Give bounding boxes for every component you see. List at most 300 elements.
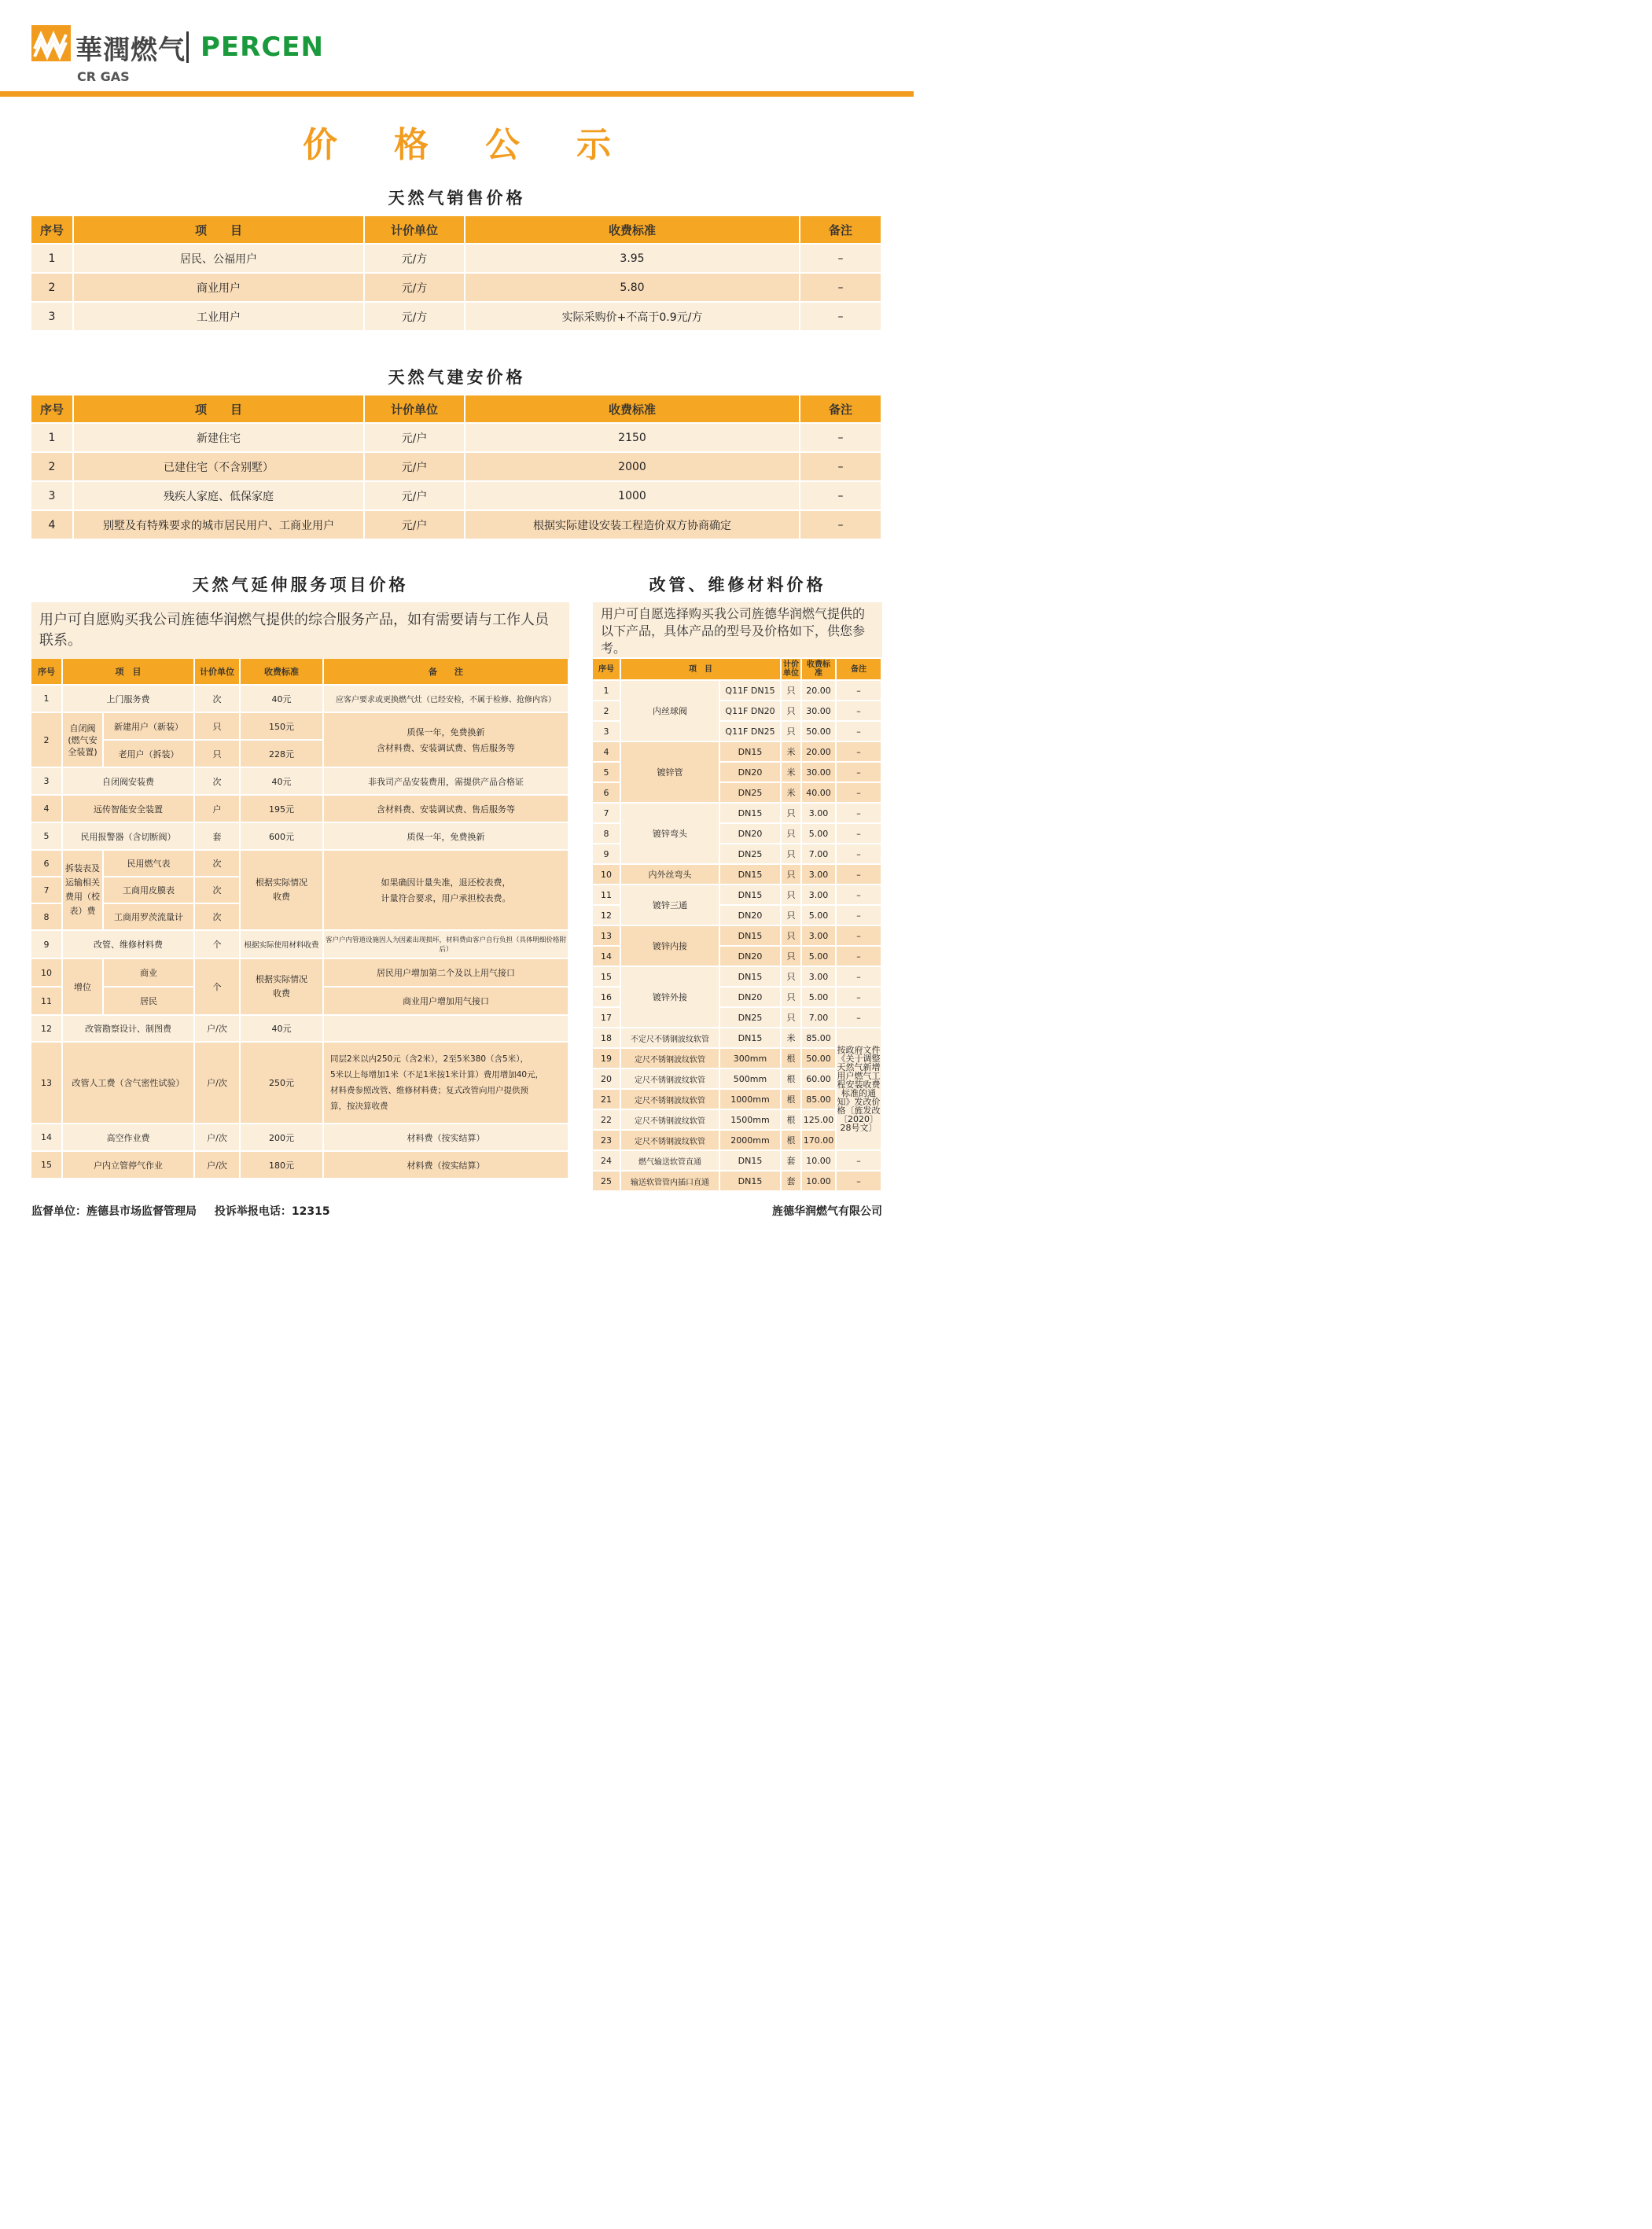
cell: 居民 (104, 988, 195, 1016)
cell: 户 (195, 796, 241, 823)
col-header: 收费标准 (465, 216, 800, 245)
cell: 2150 (465, 424, 800, 453)
cell: 4 (31, 511, 74, 540)
cell: 客户户内管道设施因人为因素出现损坏，材料费由客户自行负担（具体明细价格附后） (324, 931, 569, 959)
materials-header-row (593, 659, 882, 681)
cell: Q11F DN20 (720, 701, 782, 722)
cell: 40元 (241, 686, 324, 713)
footer-info (31, 1203, 344, 1219)
cell: DN15 (720, 1172, 782, 1192)
cell: 40元 (241, 1016, 324, 1043)
cell: 50.00 (802, 722, 837, 742)
cell: 195元 (241, 796, 324, 823)
cell: – (837, 947, 882, 967)
cell: 套 (782, 1151, 802, 1172)
table-row (31, 931, 569, 959)
cell: – (837, 926, 882, 947)
cell: 14 (31, 1124, 63, 1152)
cell: 根 (782, 1110, 802, 1131)
cell: 60.00 (802, 1069, 837, 1090)
cell: 5.80 (465, 274, 800, 303)
table-row (593, 865, 882, 885)
cell: 含材料费、安装调试费、售后服务等 (324, 796, 569, 823)
cell: – (800, 245, 882, 274)
cell: 老用户（拆装） (104, 741, 195, 768)
cell: 定尺不锈钢波纹软管 (621, 1131, 720, 1151)
cell: 500mm (720, 1069, 782, 1090)
cell: 燃气输送软管直通 (621, 1151, 720, 1172)
sales-header-row (31, 216, 882, 245)
table-row (593, 967, 882, 988)
table-row (31, 511, 882, 540)
cell: 户/次 (195, 1124, 241, 1152)
cell: 根 (782, 1069, 802, 1090)
cell: 11 (593, 885, 621, 906)
cell: 工商用皮膜表 (104, 877, 195, 904)
cell: 个 (195, 931, 241, 959)
cell: 10 (31, 959, 63, 988)
cell: 自闭阀安装费 (63, 768, 195, 796)
header-rule (0, 91, 914, 97)
cell: 定尺不锈钢波纹软管 (621, 1090, 720, 1110)
cell: 实际采购价+不高于0.9元/方 (465, 303, 800, 332)
page-title: 价格公示 (303, 125, 668, 165)
cell: 按政府文件《关于调整天然气新增用户燃气工程安装收费标准的通知》发改价格〔旌发改〔2020〕28号文〕 (837, 1028, 882, 1151)
cell: 定尺不锈钢波纹软管 (621, 1110, 720, 1131)
cell (324, 1016, 569, 1043)
logo-icon (31, 25, 71, 61)
company-name: 旌德华润燃气有限公司 (772, 1205, 882, 1218)
col-header: 备注 (800, 395, 882, 424)
cell: DN20 (720, 906, 782, 926)
cell: – (800, 424, 882, 453)
cell: 4 (593, 742, 621, 763)
cell: 只 (195, 713, 241, 741)
col-header: 项 目 (63, 659, 195, 686)
cell: 只 (195, 741, 241, 768)
cell: 只 (782, 926, 802, 947)
cell: 200元 (241, 1124, 324, 1152)
cell: 30.00 (802, 763, 837, 783)
cell: 非我司产品安装费用，需提供产品合格证 (324, 768, 569, 796)
brand-divider (186, 31, 189, 63)
cell: 14 (593, 947, 621, 967)
cell: 新建住宅 (74, 424, 365, 453)
cell: 内丝球阀 (621, 681, 720, 742)
cell: Q11F DN15 (720, 681, 782, 701)
cell: 远传智能安全装置 (63, 796, 195, 823)
cell: 20.00 (802, 681, 837, 701)
materials-title: 改管、维修材料价格 (649, 576, 826, 594)
materials-intro: 用户可自愿选择购买我公司旌德华润燃气提供的以下产品，具体产品的型号及价格如下，供您参考。 (593, 602, 882, 657)
cell: 2 (593, 701, 621, 722)
table-row (593, 742, 882, 763)
cell: 2 (31, 453, 74, 482)
cell: 套 (195, 823, 241, 851)
cell: 只 (782, 947, 802, 967)
table-row (31, 424, 882, 453)
cell: 3.00 (802, 885, 837, 906)
cell: – (800, 482, 882, 511)
cell: 只 (782, 885, 802, 906)
cell: – (837, 865, 882, 885)
table-row (31, 303, 882, 332)
cell: 5.00 (802, 906, 837, 926)
cell: – (837, 1151, 882, 1172)
cell: 商业用户 (74, 274, 365, 303)
table-row (31, 796, 569, 823)
cell: 9 (593, 844, 621, 865)
cell: 1 (31, 424, 74, 453)
col-header: 项 目 (74, 395, 365, 424)
cell: 质保一年，免费换新 (324, 823, 569, 851)
table-row (31, 851, 569, 877)
cell: DN15 (720, 865, 782, 885)
cell: 18 (593, 1028, 621, 1049)
cell: 定尺不锈钢波纹软管 (621, 1069, 720, 1090)
cell: 9 (31, 931, 63, 959)
cell: 3.00 (802, 967, 837, 988)
cell: 600元 (241, 823, 324, 851)
cell: 镀锌三通 (621, 885, 720, 926)
table-row (31, 1124, 569, 1152)
table-row (31, 686, 569, 713)
cell: – (837, 681, 882, 701)
cell: – (800, 511, 882, 540)
materials-table (593, 659, 882, 1192)
cell: 5 (593, 763, 621, 783)
cell: 个 (195, 959, 241, 1016)
cell: 2 (31, 274, 74, 303)
cell: – (837, 824, 882, 844)
col-header: 项 目 (621, 659, 782, 681)
cell: 22 (593, 1110, 621, 1131)
cell: 20 (593, 1069, 621, 1090)
cell: 只 (782, 804, 802, 824)
cell: – (837, 885, 882, 906)
cell: 民用燃气表 (104, 851, 195, 877)
cell: 户/次 (195, 1016, 241, 1043)
col-header: 序号 (593, 659, 621, 681)
cell: 5 (31, 823, 63, 851)
sales-table (31, 216, 882, 332)
cell: 户/次 (195, 1043, 241, 1124)
col-header: 序号 (31, 395, 74, 424)
cell: 只 (782, 967, 802, 988)
cell: 次 (195, 686, 241, 713)
cell: 3 (31, 768, 63, 796)
install-table (31, 395, 882, 540)
cell: 40元 (241, 768, 324, 796)
col-header: 计价单位 (782, 659, 802, 681)
cell: 23 (593, 1131, 621, 1151)
cell: 19 (593, 1049, 621, 1069)
brand-name-en: PERCEN (201, 31, 324, 63)
cell: 5.00 (802, 947, 837, 967)
cell: 3.00 (802, 926, 837, 947)
cell: 13 (31, 1043, 63, 1124)
install-title: 天然气建安价格 (388, 368, 526, 387)
cell: 5.00 (802, 988, 837, 1008)
cell: DN25 (720, 1008, 782, 1028)
hotline: 投诉举报电话：12315 (214, 1205, 330, 1218)
cell: 商业 (104, 959, 195, 988)
cell: DN15 (720, 1028, 782, 1049)
table-row (31, 245, 882, 274)
col-header: 备注 (800, 216, 882, 245)
remark-line: 计量符合要求，用户承担校表费。 (381, 893, 511, 903)
table-row (31, 823, 569, 851)
cell: – (837, 967, 882, 988)
service-header-row (31, 659, 569, 686)
cell: DN20 (720, 824, 782, 844)
cell: 1 (31, 245, 74, 274)
remark-line: 含材料费、安装调试费、售后服务等 (377, 743, 515, 753)
cell: 17 (593, 1008, 621, 1028)
cell: DN15 (720, 742, 782, 763)
cell: 商业用户增加用气接口 (324, 988, 569, 1016)
cell: 根据实际情况收费 (241, 959, 324, 1016)
cell: – (837, 742, 882, 763)
cell: 40.00 (802, 783, 837, 804)
cell: 3.95 (465, 245, 800, 274)
col-header: 序号 (31, 216, 74, 245)
cell: 根 (782, 1090, 802, 1110)
cell: 元/方 (365, 274, 465, 303)
cell: DN15 (720, 926, 782, 947)
table-row (31, 1152, 569, 1179)
cell: – (837, 906, 882, 926)
cell: 改管人工费（含气密性试验） (63, 1043, 195, 1124)
cell: 170.00 (802, 1131, 837, 1151)
cell: 镀锌管 (621, 742, 720, 804)
cell: 85.00 (802, 1028, 837, 1049)
table-row (593, 804, 882, 824)
col-header: 计价单位 (365, 395, 465, 424)
col-header: 备注 (837, 659, 882, 681)
cell: 228元 (241, 741, 324, 768)
cell: 增位 (63, 959, 104, 1016)
col-header: 计价单位 (365, 216, 465, 245)
cell: 6 (31, 851, 63, 877)
cell: 10.00 (802, 1172, 837, 1192)
cell: 民用报警器（含切断阀） (63, 823, 195, 851)
cell: 根 (782, 1049, 802, 1069)
cell: 已建住宅（不含别墅） (74, 453, 365, 482)
remark-line: 材料费参照改管、维修材料费；复式改管向用户提供预 (330, 1086, 528, 1095)
cell: 米 (782, 763, 802, 783)
cell: DN15 (720, 1151, 782, 1172)
service-table (31, 659, 569, 1179)
table-row (31, 768, 569, 796)
cell: – (800, 303, 882, 332)
cell: 1 (593, 681, 621, 701)
cell: DN15 (720, 885, 782, 906)
cell: 元/户 (365, 424, 465, 453)
cell: 残疾人家庭、低保家庭 (74, 482, 365, 511)
cell: 30.00 (802, 701, 837, 722)
table-row (31, 274, 882, 303)
cell: 只 (782, 906, 802, 926)
cell: – (800, 274, 882, 303)
cell: – (837, 1172, 882, 1192)
cell: 2000mm (720, 1131, 782, 1151)
cell: 12 (593, 906, 621, 926)
col-header: 收费标准 (465, 395, 800, 424)
cell: 13 (593, 926, 621, 947)
cell: 改管、维修材料费 (63, 931, 195, 959)
cell: 300mm (720, 1049, 782, 1069)
cell: 1000 (465, 482, 800, 511)
cell: 只 (782, 722, 802, 742)
cell: 50.00 (802, 1049, 837, 1069)
cell: 元/户 (365, 453, 465, 482)
sales-title: 天然气销售价格 (388, 189, 526, 208)
cell: 镀锌弯头 (621, 804, 720, 865)
cell: 7.00 (802, 1008, 837, 1028)
cell: 11 (31, 988, 63, 1016)
cell (324, 1043, 569, 1124)
remark-line: 质保一年，免费换新 (407, 727, 485, 737)
table-row (31, 1043, 569, 1124)
brand-subtitle: CR GAS (77, 69, 130, 84)
cell: 2000 (465, 453, 800, 482)
cell: – (837, 844, 882, 865)
cell: 7 (31, 877, 63, 904)
cell: 镀锌内接 (621, 926, 720, 967)
cell: 自闭阀(燃气安全装置) (63, 713, 104, 768)
materials-body (593, 681, 882, 1192)
cell: 户内立管停气作业 (63, 1152, 195, 1179)
cell: 250元 (241, 1043, 324, 1124)
cell: DN25 (720, 783, 782, 804)
table-row (31, 453, 882, 482)
cell: 根据实际情况收费 (241, 851, 324, 931)
cell: 元/方 (365, 303, 465, 332)
cell: 10.00 (802, 1151, 837, 1172)
brand-name-cn: 華潤燃气 (75, 35, 186, 66)
cell: 15 (31, 1152, 63, 1179)
cell: 180元 (241, 1152, 324, 1179)
cell: 1500mm (720, 1110, 782, 1131)
cell: 1 (31, 686, 63, 713)
cell (324, 851, 569, 931)
cell: 只 (782, 701, 802, 722)
cell: 15 (593, 967, 621, 988)
table-row (593, 1151, 882, 1172)
table-row (593, 681, 882, 701)
cell: 上门服务费 (63, 686, 195, 713)
remark-line: 同层2米以内250元（含2米），2至5米380（含5米）， (330, 1054, 528, 1064)
cell: 3 (31, 303, 74, 332)
cell: 只 (782, 988, 802, 1008)
cell: – (837, 763, 882, 783)
cell: 次 (195, 877, 241, 904)
cell: 150元 (241, 713, 324, 741)
table-row (593, 926, 882, 947)
cell: 1000mm (720, 1090, 782, 1110)
cell: 根 (782, 1131, 802, 1151)
cell: 5.00 (802, 824, 837, 844)
remark-line: 5米以上每增加1米（不足1米按1米计算）费用增加40元， (330, 1070, 544, 1080)
cell: 只 (782, 865, 802, 885)
cell: 元/户 (365, 511, 465, 540)
service-title: 天然气延伸服务项目价格 (192, 576, 409, 594)
cell: 新建用户（新装） (104, 713, 195, 741)
cell: 根据实际使用材料收费 (241, 931, 324, 959)
cell: 别墅及有特殊要求的城市居民用户、工商业用户 (74, 511, 365, 540)
cell: DN20 (720, 988, 782, 1008)
cell: 85.00 (802, 1090, 837, 1110)
cell: 元/户 (365, 482, 465, 511)
cell: – (837, 701, 882, 722)
cell: 工商用罗茨流量计 (104, 904, 195, 931)
cell: 居民用户增加第二个及以上用气接口 (324, 959, 569, 988)
cell: 米 (782, 1028, 802, 1049)
cell: 镀锌外接 (621, 967, 720, 1028)
cell: 3 (31, 482, 74, 511)
table-row (593, 1028, 882, 1049)
col-header: 计价单位 (195, 659, 241, 686)
cell: 元/方 (365, 245, 465, 274)
cell: 6 (593, 783, 621, 804)
remark-line: 如果确因计量失准，退还校表费， (381, 877, 511, 888)
cell: – (800, 453, 882, 482)
cell: 应客户要求或更换燃气灶（已经安检，不属于检修、抢修内容） (324, 686, 569, 713)
cell: 高空作业费 (63, 1124, 195, 1152)
cell: 套 (782, 1172, 802, 1192)
cell: 12 (31, 1016, 63, 1043)
cell: 只 (782, 824, 802, 844)
cell: – (837, 804, 882, 824)
cell (324, 713, 569, 768)
cell: 次 (195, 768, 241, 796)
cell: 定尺不锈钢波纹软管 (621, 1049, 720, 1069)
col-header: 备 注 (324, 659, 569, 686)
cell: – (837, 722, 882, 742)
cell: 材料费（按实结算） (324, 1124, 569, 1152)
cell: 8 (31, 904, 63, 931)
cell: 4 (31, 796, 63, 823)
cell: 内外丝弯头 (621, 865, 720, 885)
cell: 次 (195, 904, 241, 931)
install-header-row (31, 395, 882, 424)
cell: 3 (593, 722, 621, 742)
cell: – (837, 1008, 882, 1028)
cell: 只 (782, 681, 802, 701)
cell: 改管勘察设计、制图费 (63, 1016, 195, 1043)
col-header: 收费标准 (241, 659, 324, 686)
cell: DN15 (720, 804, 782, 824)
cell: – (837, 988, 882, 1008)
cell: 125.00 (802, 1110, 837, 1131)
cell: 10 (593, 865, 621, 885)
cell: DN25 (720, 844, 782, 865)
cell: 16 (593, 988, 621, 1008)
cell: 7.00 (802, 844, 837, 865)
cell: 20.00 (802, 742, 837, 763)
table-row (31, 959, 569, 988)
cell: 材料费（按实结算） (324, 1152, 569, 1179)
cell: 21 (593, 1090, 621, 1110)
cell: 2 (31, 713, 63, 768)
cell: 3.00 (802, 865, 837, 885)
cell: Q11F DN25 (720, 722, 782, 742)
cell: 只 (782, 844, 802, 865)
supervisor: 监督单位：旌德县市场监督管理局 (31, 1205, 197, 1218)
cell: 次 (195, 851, 241, 877)
cell: 24 (593, 1151, 621, 1172)
